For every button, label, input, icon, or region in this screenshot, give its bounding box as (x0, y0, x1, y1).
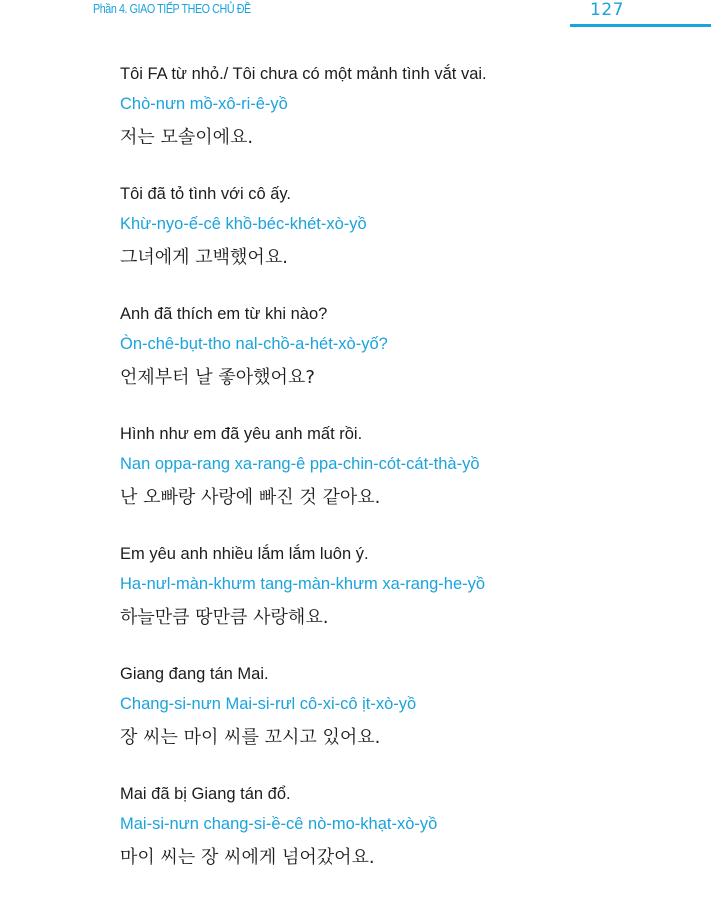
pronunciation-line: Ha-nưl-màn-khưm tang-màn-khưm xa-rang-he-yồ (120, 575, 486, 593)
phrase-entry (120, 659, 680, 779)
pronunciation-line: Nan oppa-rang xa-rang-ê ppa-chin-cót-cát-thà-yồ (120, 455, 480, 473)
phrase-entry (120, 539, 680, 659)
korean-sentence: 하늘만큼 땅만큼 사랑해요. (120, 607, 329, 628)
vietnamese-sentence: Hình như em đã yêu anh mất rồi. (120, 425, 363, 443)
korean-sentence: 그녀에게 고백했어요. (120, 247, 288, 268)
korean-sentence: 저는 모솔이에요. (120, 127, 254, 148)
phrase-entry (120, 59, 680, 179)
vietnamese-sentence: Giang đang tán Mai. (120, 665, 269, 683)
phrase-entry (120, 179, 680, 299)
pronunciation-line: Mai-si-nưn chang-si-ề-cê nò-mo-khạt-xò-yồ (120, 815, 438, 833)
vietnamese-sentence: Em yêu anh nhiều lắm lắm luôn ý. (120, 545, 369, 563)
phrase-list (120, 59, 680, 899)
vietnamese-sentence: Tôi đã tỏ tình với cô ấy. (120, 185, 292, 203)
pronunciation-line: Òn-chê-bụt-tho nal-chồ-a-hét-xò-yố? (120, 335, 388, 353)
vietnamese-sentence: Anh đã thích em từ khi nào? (120, 305, 328, 323)
vietnamese-sentence: Mai đã bị Giang tán đổ. (120, 785, 291, 803)
pronunciation-line: Chò-nưn mồ-xô-ri-ê-yồ (120, 95, 288, 113)
phrase-entry (120, 419, 680, 539)
korean-sentence: 장 씨는 마이 씨를 꼬시고 있어요. (120, 727, 381, 748)
korean-sentence: 난 오빠랑 사랑에 빠진 것 같아요. (120, 487, 381, 508)
page-number: 127 (590, 0, 624, 20)
phrase-entry (120, 779, 680, 899)
pronunciation-line: Chang-si-nưn Mai-si-rưl cô-xi-cô ịt-xò-yồ (120, 695, 417, 713)
pronunciation-line: Khừ-nyo-ế-cê khồ-béc-khét-xò-yồ (120, 215, 367, 233)
vietnamese-sentence: Tôi FA từ nhỏ./ Tôi chưa có một mảnh tình vắt vai. (120, 65, 487, 83)
page-header (0, 0, 711, 32)
korean-sentence: 언제부터 날 좋아했어요? (120, 367, 315, 388)
phrase-entry (120, 299, 680, 419)
section-title: Phần 4. GIAO TIẾP THEO CHỦ ĐỀ (93, 2, 251, 16)
header-rule (570, 24, 711, 27)
korean-sentence: 마이 씨는 장 씨에게 넘어갔어요. (120, 847, 375, 868)
